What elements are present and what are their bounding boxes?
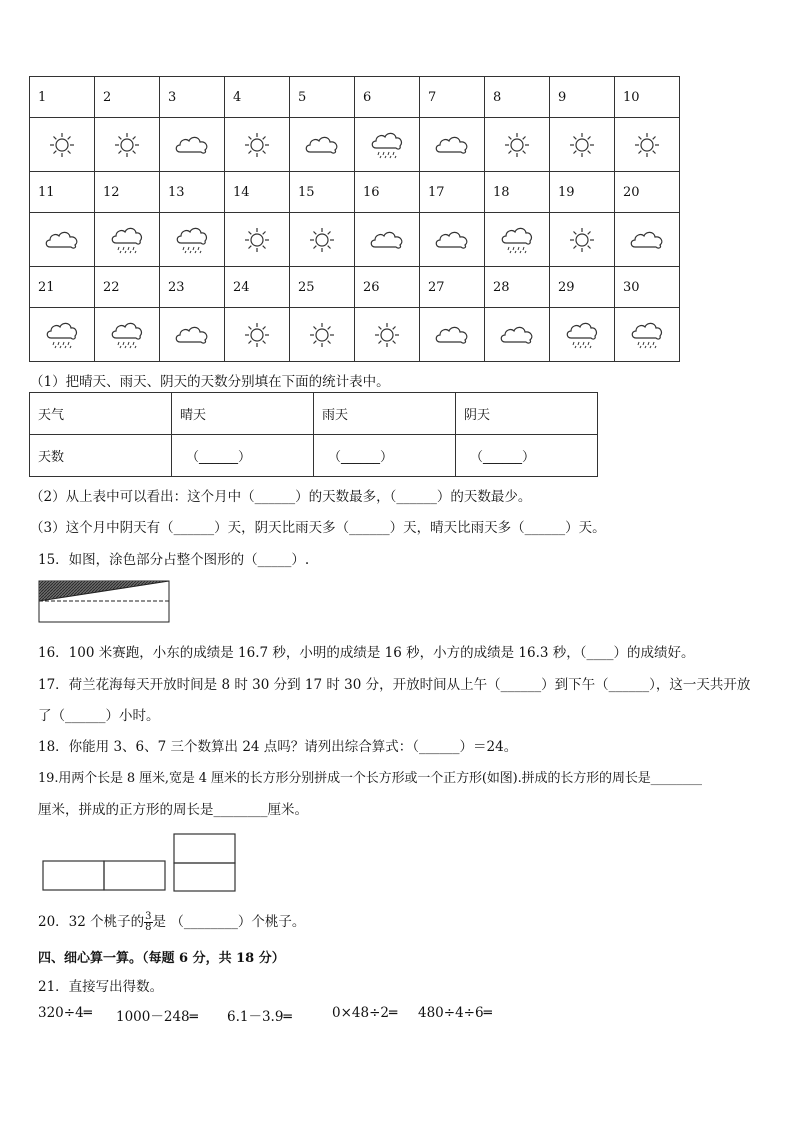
question-17-line-1: 17．荷兰花海每天开放时间是 8 时 30 分到 17 时 30 分，开放时间从上午（______）到下午（______），这一天共开放: [38, 677, 751, 693]
question-18: 18．你能用 3、6、7 三个数算出 24 点吗？请列出综合算式：（______）＝24。: [38, 739, 518, 755]
stats-header-weather: 天气: [30, 393, 172, 435]
cloud-icon: [368, 228, 406, 252]
cloud-icon: [173, 323, 211, 347]
calendar-weather-cell: [550, 118, 615, 172]
question-14-part-3: （3）这个月中阴天有（______）天，阴天比雨天多（______）天，晴天比雨天多（______）天。: [30, 520, 606, 536]
calendar-day-number: 17: [420, 172, 485, 213]
calendar-day-number: 21: [30, 267, 95, 308]
calendar-day-number: 28: [485, 267, 550, 308]
fraction-numerator: 3: [145, 911, 152, 922]
question-21: 21．直接写出得数。: [38, 979, 164, 995]
calendar-weather-row: [30, 308, 680, 362]
calendar-day-row: [30, 77, 680, 118]
sun-icon: [244, 227, 270, 253]
stats-days-row: [30, 435, 598, 477]
question-20-suffix: 是 （________）个桃子。: [152, 914, 306, 930]
calendar-day-number: 3: [160, 77, 225, 118]
cloud-icon: [433, 228, 471, 252]
calendar-day-number: 18: [485, 172, 550, 213]
sun-icon: [309, 227, 335, 253]
calendar-weather-cell: [290, 308, 355, 362]
calendar-weather-cell: [615, 213, 680, 267]
rain-cloud-icon: [45, 321, 79, 349]
question-17-line-2: 了（______）小时。: [38, 708, 160, 724]
question-20: [38, 910, 305, 933]
calendar-weather-cell: [355, 118, 420, 172]
combined-rectangle: [43, 861, 165, 890]
stats-header-row: [30, 393, 598, 435]
rain-cloud-icon: [110, 321, 144, 349]
sun-icon: [114, 132, 140, 158]
sun-icon: [309, 322, 335, 348]
calendar-day-number: 23: [160, 267, 225, 308]
calendar-weather-cell: [30, 118, 95, 172]
calendar-day-number: 22: [95, 267, 160, 308]
question-16: 16．100 米赛跑，小东的成绩是 16.7 秒，小明的成绩是 16 秒，小方的成绩是 16.3 秒，（____）的成绩好。: [38, 645, 695, 661]
calendar-weather-cell: [95, 118, 160, 172]
calendar-day-number: 12: [95, 172, 160, 213]
calendar-weather-cell: [355, 213, 420, 267]
calendar-weather-cell: [420, 213, 485, 267]
calendar-day-number: 13: [160, 172, 225, 213]
calendar-weather-cell: [225, 308, 290, 362]
calendar-day-number: 30: [615, 267, 680, 308]
calendar-day-number: 6: [355, 77, 420, 118]
rectangles-figure: [40, 832, 240, 894]
calendar-weather-cell: [615, 118, 680, 172]
rainy-days-blank[interactable]: （______）: [314, 435, 456, 477]
question-14-part-2: （2）从上表中可以看出：这个月中（______）的天数最多，（______）的天数最少。: [30, 489, 532, 505]
calendar-day-number: 8: [485, 77, 550, 118]
calendar-weather-cell: [30, 213, 95, 267]
calendar-weather-cell: [290, 213, 355, 267]
calendar-day-number: 10: [615, 77, 680, 118]
shaded-rectangle-figure: [38, 580, 171, 624]
stats-header-rainy: 雨天: [314, 393, 456, 435]
cloud-icon: [433, 133, 471, 157]
sunny-days-blank[interactable]: （______）: [172, 435, 314, 477]
calendar-day-number: 4: [225, 77, 290, 118]
sun-icon: [504, 132, 530, 158]
calendar-weather-cell: [420, 308, 485, 362]
calendar-day-number: 7: [420, 77, 485, 118]
rain-cloud-icon: [630, 321, 664, 349]
calendar-day-number: 16: [355, 172, 420, 213]
calc-4: 0×48÷2═: [332, 1005, 398, 1021]
calendar-day-row: [30, 172, 680, 213]
calendar-day-number: 25: [290, 267, 355, 308]
calendar-day-number: 1: [30, 77, 95, 118]
sun-icon: [569, 227, 595, 253]
calendar-weather-row: [30, 213, 680, 267]
cloud-icon: [433, 323, 471, 347]
calendar-day-number: 24: [225, 267, 290, 308]
calendar-day-number: 20: [615, 172, 680, 213]
calc-5: 480÷4÷6═: [418, 1005, 492, 1021]
calendar-weather-cell: [95, 308, 160, 362]
sun-icon: [374, 322, 400, 348]
cloud-icon: [43, 228, 81, 252]
rain-cloud-icon: [370, 131, 404, 159]
calendar-day-number: 11: [30, 172, 95, 213]
calendar-day-number: 2: [95, 77, 160, 118]
calendar-day-number: 15: [290, 172, 355, 213]
calendar-weather-cell: [355, 308, 420, 362]
calc-3: 6.1－3.9═: [227, 1009, 292, 1025]
section-4-heading: 四、细心算一算。（每题 6 分，共 18 分）: [38, 951, 285, 966]
rain-cloud-icon: [110, 226, 144, 254]
question-14-part-1: （1）把晴天、雨天、阴天的天数分别填在下面的统计表中。: [30, 374, 390, 390]
calendar-weather-cell: [30, 308, 95, 362]
calendar-weather-cell: [485, 213, 550, 267]
calendar-weather-cell: [420, 118, 485, 172]
calendar-weather-cell: [290, 118, 355, 172]
fraction-denominator: 8: [145, 922, 152, 933]
weather-calendar-table: [29, 76, 680, 362]
question-19-line-2: 厘米，拼成的正方形的周长是________厘米。: [38, 802, 308, 818]
sun-icon: [49, 132, 75, 158]
calendar-weather-cell: [160, 213, 225, 267]
sun-icon: [634, 132, 660, 158]
calendar-day-number: 5: [290, 77, 355, 118]
cloudy-days-blank[interactable]: （______）: [456, 435, 598, 477]
calendar-weather-cell: [550, 213, 615, 267]
sun-icon: [244, 132, 270, 158]
calendar-day-number: 19: [550, 172, 615, 213]
stats-header-sunny: 晴天: [172, 393, 314, 435]
calendar-weather-cell: [550, 308, 615, 362]
weather-stats-table: [29, 392, 598, 477]
calendar-day-row: [30, 267, 680, 308]
sun-icon: [244, 322, 270, 348]
cloud-icon: [498, 323, 536, 347]
calendar-weather-cell: [485, 118, 550, 172]
question-20-prefix: 20．32 个桃子的: [38, 914, 145, 930]
calendar-day-number: 14: [225, 172, 290, 213]
sun-icon: [569, 132, 595, 158]
cloud-icon: [173, 133, 211, 157]
cloud-icon: [628, 228, 666, 252]
rain-cloud-icon: [565, 321, 599, 349]
question-19-line-1: 19.用两个长是 8 厘米,宽是 4 厘米的长方形分别拼成一个长方形或一个正方形(如图).拼成的长方形的周长是________: [38, 771, 702, 786]
calendar-weather-row: [30, 118, 680, 172]
stats-header-cloudy: 阴天: [456, 393, 598, 435]
calendar-weather-cell: [225, 118, 290, 172]
rain-cloud-icon: [175, 226, 209, 254]
calendar-weather-cell: [615, 308, 680, 362]
calendar-day-number: 29: [550, 267, 615, 308]
rain-cloud-icon: [500, 226, 534, 254]
calc-1: 320÷4═: [38, 1005, 92, 1021]
calendar-day-number: 26: [355, 267, 420, 308]
calendar-day-number: 27: [420, 267, 485, 308]
fraction: [144, 912, 152, 933]
stats-row-label: 天数: [30, 435, 172, 477]
calendar-weather-cell: [485, 308, 550, 362]
calendar-day-number: 9: [550, 77, 615, 118]
combined-square: [174, 834, 235, 891]
question-15: 15．如图，涂色部分占整个图形的（_____）.: [38, 552, 310, 568]
calendar-weather-cell: [95, 213, 160, 267]
calc-2: 1000－248═: [116, 1009, 198, 1025]
calendar-weather-cell: [160, 308, 225, 362]
calendar-weather-cell: [225, 213, 290, 267]
calendar-weather-cell: [160, 118, 225, 172]
cloud-icon: [303, 133, 341, 157]
